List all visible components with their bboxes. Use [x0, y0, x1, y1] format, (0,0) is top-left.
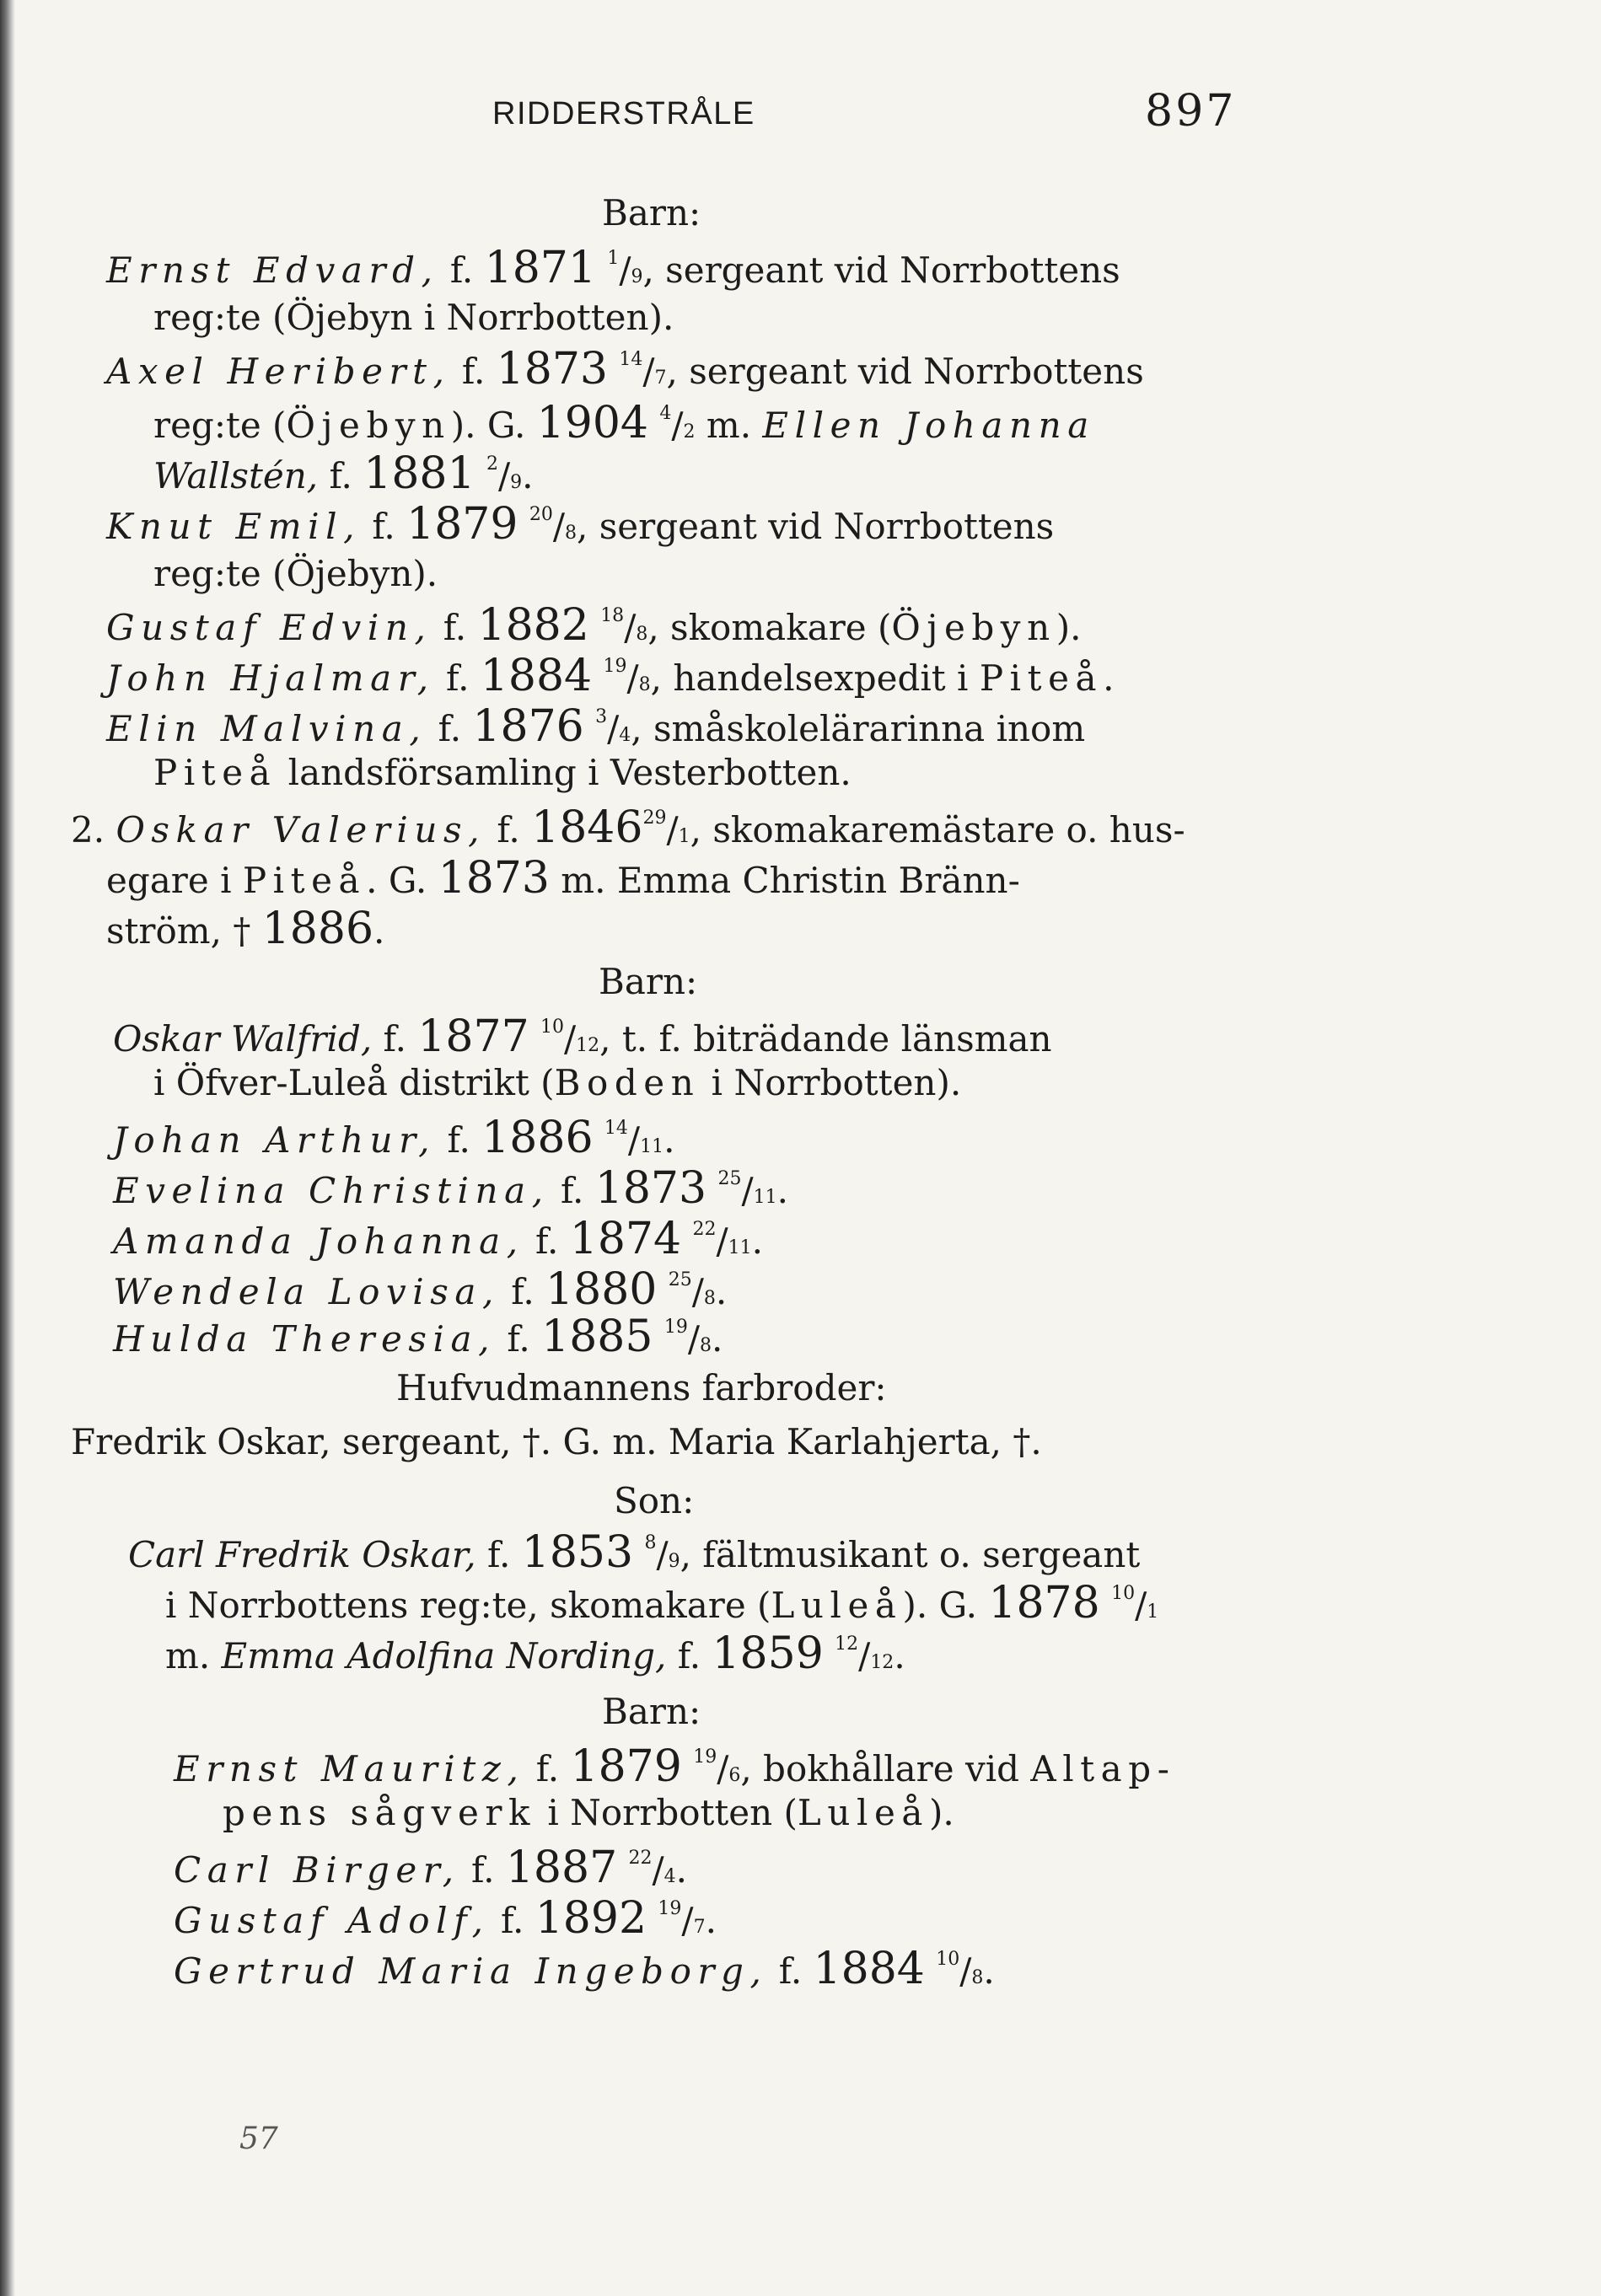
entry-fredrik-oskar: Fredrik Oskar, sergeant, †. G. m. Maria Karlahjerta, †.	[71, 1421, 1042, 1462]
entry-oskar-walfrid-cont: i Öfver-Luleå distrikt (Boden i Norrbotten).	[153, 1062, 962, 1103]
entry-johan-arthur: Johan Arthur, f. 1886 $^{14}$/11.	[113, 1113, 675, 1163]
entry-john-hjalmar: John Hjalmar, f. 1884 $^{19}$/8, handelsexpedit i Piteå.	[106, 651, 1115, 701]
section-heading-barn-2: Barn:	[599, 961, 698, 1002]
entry-evelina-christina: Evelina Christina, f. 1873 $^{25}$/11.	[113, 1163, 788, 1214]
entry-oskar-walfrid: Oskar Walfrid, f. 1877 $^{10}$/12, t. f. biträdande länsman	[113, 1011, 1052, 1062]
entry-gertrud-maria-ingeborg: Gertrud Maria Ingeborg, f. 1884 $^{10}$/8.	[174, 1944, 995, 1994]
section-heading-farbroder: Hufvudmannens farbroder:	[396, 1367, 887, 1408]
sheet-signature: 57	[239, 2122, 278, 2156]
entry-elin-malvina: Elin Malvina, f. 1876 $^3$/4, småskolelärarinna inom	[106, 701, 1086, 752]
entry-elin-malvina-cont: Piteå landsförsamling i Vesterbotten.	[153, 752, 852, 793]
entry-carl-fredrik-oskar-cont: i Norrbottens reg:te, skomakare (Luleå). G. 1878 $^{10}$/1	[165, 1578, 1159, 1628]
entry-gustaf-adolf: Gustaf Adolf, f. 1892 $^{19}$/7.	[174, 1893, 717, 1944]
entry-carl-fredrik-oskar-cont2: m. Emma Adolfina Nording, f. 1859 $^{12}$/12.	[165, 1628, 905, 1679]
entry-wendela-lovisa: Wendela Lovisa, f. 1880 $^{25}$/8.	[113, 1264, 728, 1315]
entry-axel-heribert: Axel Heribert, f. 1873 $^{14}$/7, sergeant vid Norrbottens	[106, 344, 1144, 394]
item-oskar-valerius-cont: egare i Piteå. G. 1873 m. Emma Christin Bränn-	[106, 853, 1020, 904]
entry-amanda-johanna: Amanda Johanna, f. 1874 $^{22}$/11.	[113, 1214, 763, 1264]
section-heading-son: Son:	[614, 1480, 695, 1521]
entry-ernst-mauritz-cont: pens sågverk i Norrbotten (Luleå).	[223, 1792, 954, 1833]
entry-knut-emil: Knut Emil, f. 1879 $^{20}$/8, sergeant vid Norrbottens	[106, 499, 1055, 550]
entry-axel-heribert-cont: reg:te (Öjebyn). G. 1904 $^4$/2 m. Ellen Johanna	[153, 398, 1095, 448]
running-header-title: RIDDERSTRÅLE	[492, 96, 755, 131]
entry-axel-heribert-cont2: Wallstén, f. 1881 $^2$/9.	[153, 448, 534, 499]
section-heading-barn-3: Barn:	[602, 1691, 701, 1732]
item-oskar-valerius: 2. Oskar Valerius, f. 1846$^{29}$/1, skomakaremästare o. hus-	[71, 802, 1185, 853]
entry-hulda-theresia: Hulda Theresia, f. 1885 $^{19}$/8.	[113, 1312, 723, 1362]
entry-ernst-edvard: Ernst Edvard, f. 1871 $^1$/9, sergeant vid Norrbottens	[106, 243, 1120, 293]
entry-ernst-edvard-cont: reg:te (Öjebyn i Norrbotten).	[153, 297, 674, 338]
page-number: 897	[1145, 86, 1237, 137]
entry-ernst-mauritz: Ernst Mauritz, f. 1879 $^{19}$/6, bokhållare vid Altap-	[174, 1741, 1176, 1792]
item-oskar-valerius-cont2: ström, † 1886.	[106, 904, 385, 954]
entry-carl-fredrik-oskar: Carl Fredrik Oskar, f. 1853 $^8$/9, fältmusikant o. sergeant	[128, 1527, 1141, 1578]
page-edge-shadow	[0, 0, 15, 2296]
entry-carl-birger: Carl Birger, f. 1887 $^{22}$/4.	[174, 1843, 688, 1893]
entry-gustaf-edvin: Gustaf Edvin, f. 1882 $^{18}$/8, skomakare (Öjebyn).	[106, 600, 1082, 651]
entry-knut-emil-cont: reg:te (Öjebyn).	[153, 553, 438, 594]
section-heading-barn: Barn:	[602, 192, 701, 233]
